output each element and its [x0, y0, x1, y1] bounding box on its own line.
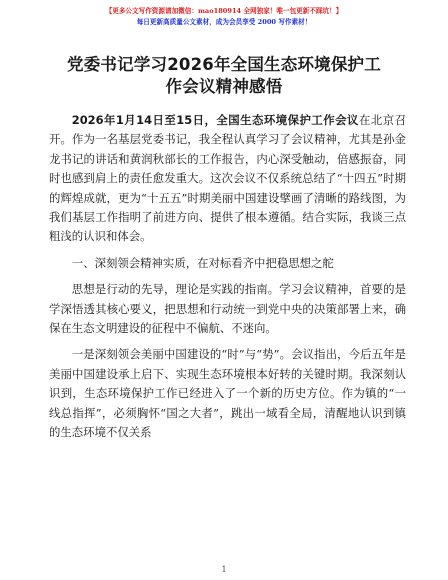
- paragraph-1-lead: 2026年1月14日至15日，全国生态环境保护工作会议: [71, 113, 359, 127]
- paragraph-1: [49, 111, 406, 247]
- section-heading-1: 一、深刻领会精神实质，在对标看齐中把稳思想之舵: [71, 255, 334, 270]
- promo-line-2: 每日更新高质量公文素材，成为会员享受 2000 写作素材！: [136, 18, 312, 26]
- paragraph-1-text: 在北京召开。作为一名基层党委书记，我全程认真学习了会议精神，尤其是孙金龙书记的讲话和黄润秋部长的工作报告，内心深受触动，倍感振奋，同时也感到肩上的责任愈发重大。这次会议不仅系统总结了“十四五”时期的辉煌成就，更为“十五五”时期美丽中国建设擘画了清晰的路线图，为我们基层工作指明了前进方向、提供了根本遵循。结合实际，我谈三点粗浅的认识和体会。: [49, 113, 406, 244]
- promo-banner: [0, 0, 448, 28]
- promo-line-1: 【更多公文写作资源请加微信：mao180914 全网独家！唯一包更新不踩坑！】: [105, 7, 343, 15]
- page-number: 1: [221, 565, 227, 574]
- paragraph-4: 一是深刻领会美丽中国建设的“时”与“势”。会议指出，今后五年是美丽中国建设承上启下、实现生态环境根本好转的关键时期。我深刻认识到，生态环境保护工作已经进入了一个新的历史方位。作为镇的“一线总指挥”，必须胸怀“国之大者”，跳出一域看全局，清醒地认识到镇的生态环境不仅关系: [49, 347, 406, 440]
- document-body: [49, 111, 406, 443]
- document-title: 党委书记学习2026年全国生态环境保护工作会议精神感悟: [67, 55, 381, 96]
- paragraph-3: 思想是行动的先导，理论是实践的指南。学习会议精神，首要的是学深悟透其核心要义，把思想和行动统一到党中央的决策部署上来，确保在生态文明建设的征程中不偏航、不迷向。: [49, 282, 406, 336]
